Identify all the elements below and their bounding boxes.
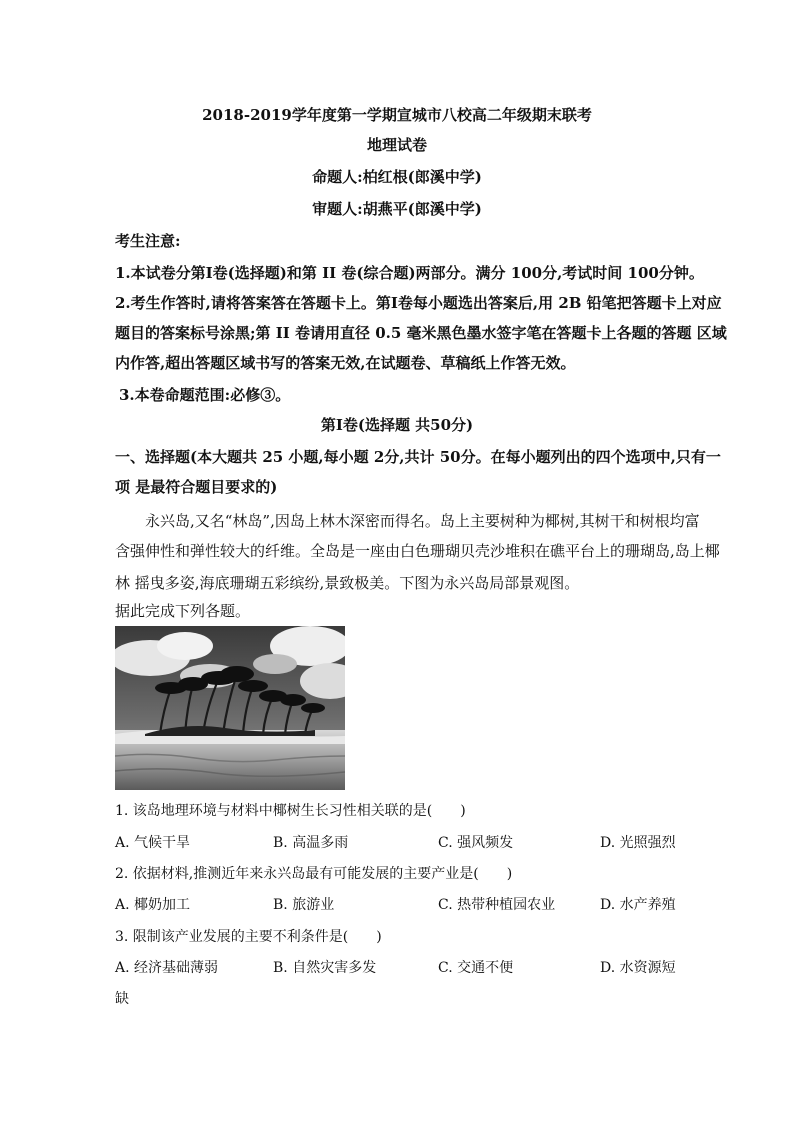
question-1-option-d: D. 光照强烈 bbox=[600, 835, 676, 851]
question-1-stem: 1. 该岛地理环境与材料中椰树生长习性相关联的是( ) bbox=[115, 803, 466, 819]
passage-line-1: 永兴岛,又名“林岛”,因岛上林木深密而得名。岛上主要树种为椰树,其树干和树根均富 bbox=[145, 512, 700, 530]
question-2-stem: 2. 依据材料,推测近年来永兴岛最有可能发展的主要产业是( ) bbox=[115, 866, 513, 882]
question-2-option-b: B. 旅游业 bbox=[273, 897, 335, 913]
question-2-option-a: A. 椰奶加工 bbox=[115, 897, 191, 913]
question-3-option-b: B. 自然灾害多发 bbox=[273, 960, 377, 976]
passage-line-4: 据此完成下列各题。 bbox=[115, 602, 251, 620]
exam-author: 命题人:柏红根(郎溪中学) bbox=[312, 168, 482, 186]
question-3-stem: 3. 限制该产业发展的主要不利条件是( ) bbox=[115, 929, 382, 945]
section-instructions-line-2: 项 是最符合题目要求的) bbox=[115, 478, 278, 496]
notice-heading: 考生注意: bbox=[115, 232, 181, 250]
exam-reviewer: 审题人:胡燕平(郎溪中学) bbox=[312, 200, 482, 218]
question-1-option-c: C. 强风频发 bbox=[438, 835, 514, 851]
section-title: 第Ⅰ卷(选择题 共50分) bbox=[320, 416, 474, 434]
exam-title: 2018-2019学年度第一学期宣城市八校高二年级期末联考 bbox=[202, 106, 592, 124]
notice-item-2-line-1: 2.考生作答时,请将答案答在答题卡上。第Ⅰ卷每小题选出答案后,用 2B 铅笔把答题卡上对应 bbox=[115, 294, 722, 312]
question-3-option-d-wrap: 缺 bbox=[115, 991, 129, 1007]
notice-item-2-line-3: 内作答,超出答题区域书写的答案无效,在试题卷、草稿纸上作答无效。 bbox=[115, 354, 576, 372]
notice-item-1: 1.本试卷分第Ⅰ卷(选择题)和第 II 卷(综合题)两部分。满分 100分,考试时间 100分钟。 bbox=[115, 264, 704, 282]
question-1-option-a: A. 气候干旱 bbox=[115, 835, 191, 851]
question-3-option-a: A. 经济基础薄弱 bbox=[115, 960, 219, 976]
notice-item-3: 3.本卷命题范围:必修③。 bbox=[119, 386, 291, 404]
question-2-option-c: C. 热带种植园农业 bbox=[438, 897, 556, 913]
island-photo bbox=[115, 626, 345, 790]
question-1-option-b: B. 高温多雨 bbox=[273, 835, 349, 851]
notice-item-2-line-2: 题目的答案标号涂黑;第 II 卷请用直径 0.5 毫米黑色墨水签字笔在答题卡上各题的答题 区域 bbox=[115, 324, 727, 342]
passage-line-2: 含强伸性和弹性较大的纤维。全岛是一座由白色珊瑚贝壳沙堆积在礁平台上的珊瑚岛,岛上椰 bbox=[115, 542, 720, 560]
section-instructions-line-1: 一、选择题(本大题共 25 小题,每小题 2分,共计 50分。在每小题列出的四个选项中,只有一 bbox=[115, 448, 721, 466]
passage-line-3: 林 摇曳多姿,海底珊瑚五彩缤纷,景致极美。下图为永兴岛局部景观图。 bbox=[115, 574, 580, 592]
exam-subject: 地理试卷 bbox=[366, 136, 427, 154]
question-2-option-d: D. 水产养殖 bbox=[600, 897, 676, 913]
question-3-option-d: D. 水资源短 bbox=[600, 960, 676, 976]
question-3-option-c: C. 交通不便 bbox=[438, 960, 514, 976]
